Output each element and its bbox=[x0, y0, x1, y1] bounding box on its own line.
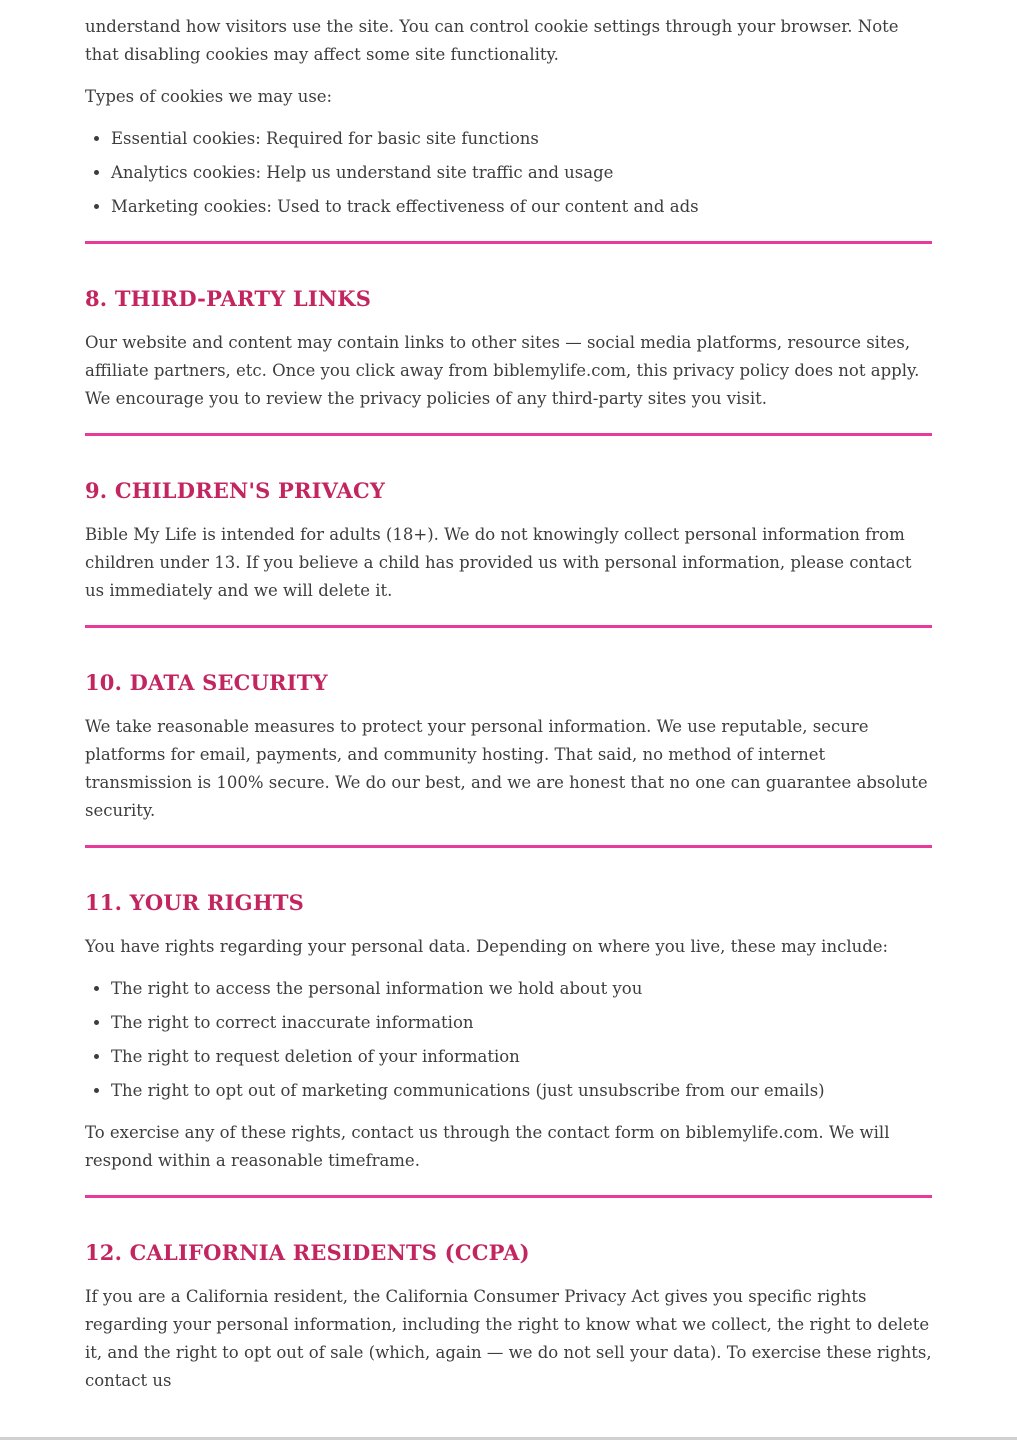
cookie-types-list bbox=[85, 125, 932, 221]
cookie-types-lead: Types of cookies we may use: bbox=[85, 87, 333, 106]
section-paragraph: Our website and content may contain links to other sites — social media platforms, resource sites, affiliate partners, etc. Once you click away from biblemylife.com, this privacy policy does not apply. We encourage you to review the privacy policies of any third-party sites you visit. bbox=[85, 333, 920, 408]
list-item: • The right to request deletion of your information bbox=[111, 1043, 932, 1071]
section-heading-childrens-privacy: 9. CHILDREN'S PRIVACY bbox=[85, 478, 386, 503]
section-divider bbox=[85, 625, 932, 628]
section-paragraph: You have rights regarding your personal data. Depending on where you live, these may include: bbox=[85, 937, 889, 956]
list-item: • The right to access the personal information we hold about you bbox=[111, 975, 932, 1003]
section-paragraph: To exercise any of these rights, contact us through the contact form on biblemylife.com. We will respond within a reasonable timeframe. bbox=[85, 1123, 890, 1170]
list-item: • Essential cookies: Required for basic site functions bbox=[111, 125, 932, 153]
section-paragraph: If you are a California resident, the California Consumer Privacy Act gives you specific rights regarding your personal information, including the right to know what we collect, the right to delete it, and the right to opt out of sale (which, again — we do not sell your data). To exercise these rights, contact us bbox=[85, 1287, 932, 1390]
section-heading-your-rights: 11. YOUR RIGHTS bbox=[85, 890, 305, 915]
list-item: • The right to correct inaccurate information bbox=[111, 1009, 932, 1037]
section-divider bbox=[85, 433, 932, 436]
section-divider bbox=[85, 845, 932, 848]
section-heading-california-residents: 12. CALIFORNIA RESIDENTS (CCPA) bbox=[85, 1240, 530, 1265]
section-paragraph: We take reasonable measures to protect your personal information. We use reputable, secure platforms for email, payments, and community hosting. That said, no method of internet transmission is 100% secure. We do our best, and we are honest that no one can guarantee absolute security. bbox=[85, 717, 928, 820]
cookies-paragraph-continued: understand how visitors use the site. You can control cookie settings through your browser. Note that disabling cookies may affect some site functionality. bbox=[85, 17, 899, 64]
section-heading-third-party-links: 8. THIRD-PARTY LINKS bbox=[85, 286, 372, 311]
your-rights-list bbox=[85, 975, 932, 1105]
section-divider bbox=[85, 1195, 932, 1198]
section-divider bbox=[85, 241, 932, 244]
list-item: • Marketing cookies: Used to track effectiveness of our content and ads bbox=[111, 193, 932, 221]
section-heading-data-security: 10. DATA SECURITY bbox=[85, 670, 328, 695]
section-paragraph: Bible My Life is intended for adults (18+). We do not knowingly collect personal information from children under 13. If you believe a child has provided us with personal information, please contact us immediately and we will delete it. bbox=[85, 525, 912, 600]
list-item: • Analytics cookies: Help us understand site traffic and usage bbox=[111, 159, 932, 187]
list-item: • The right to opt out of marketing communications (just unsubscribe from our emails) bbox=[111, 1077, 932, 1105]
